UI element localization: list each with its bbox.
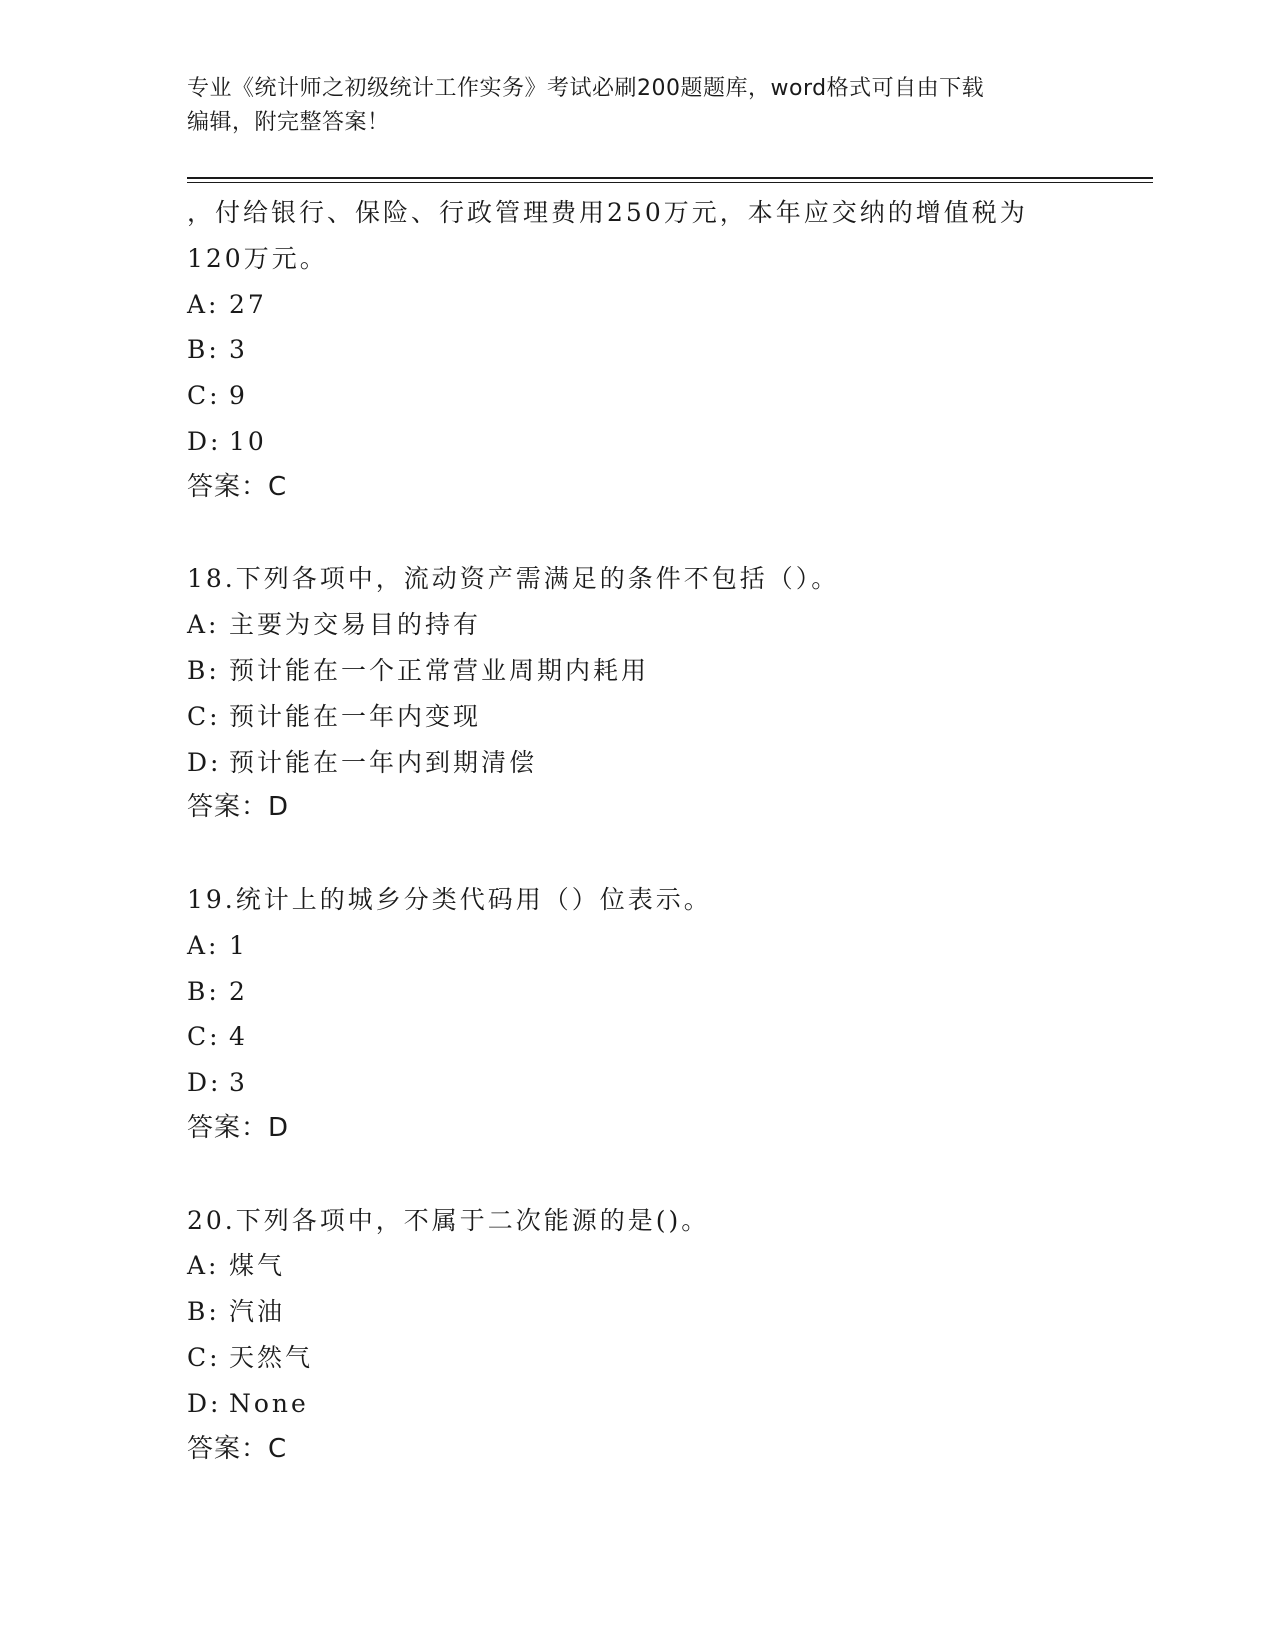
- option-label: B:: [187, 335, 220, 365]
- option-label: C:: [187, 701, 221, 731]
- option-label: B:: [187, 655, 220, 685]
- option-label: A:: [187, 930, 220, 960]
- option-text: 煤气: [229, 1251, 286, 1281]
- option-text: 汽油: [229, 1297, 286, 1327]
- spacer: [187, 511, 1127, 557]
- option-label: A:: [187, 610, 220, 640]
- option-d: [187, 1060, 1127, 1106]
- question-stem: 19.统计上的城乡分类代码用（）位表示。: [187, 884, 712, 914]
- question-stem: 18.下列各项中，流动资产需满足的条件不包括（）。: [187, 564, 840, 594]
- question-stem-line: 120万元。: [187, 243, 328, 273]
- option-label: C:: [187, 1342, 221, 1372]
- option-text: 主要为交易目的持有: [229, 610, 482, 640]
- option-a: [187, 923, 1127, 969]
- option-text: 4: [229, 1022, 248, 1052]
- option-label: D:: [187, 1068, 222, 1098]
- question-20: [187, 1198, 1127, 1473]
- answer-line: 答案：D: [187, 1112, 290, 1143]
- option-d: [187, 1381, 1127, 1427]
- option-label: C:: [187, 1022, 221, 1052]
- option-label: D:: [187, 1388, 222, 1418]
- question-17-continued: [187, 190, 1127, 511]
- option-text: 3: [229, 1068, 248, 1098]
- option-b: [187, 648, 1127, 694]
- option-text: 预计能在一个正常营业周期内耗用: [229, 655, 650, 685]
- option-b: [187, 1289, 1127, 1335]
- option-a: [187, 282, 1127, 328]
- option-text: 9: [229, 381, 248, 411]
- header-title-line-2: 编辑，附完整答案！: [187, 110, 390, 135]
- option-d: [187, 740, 1127, 786]
- option-label: D:: [187, 747, 222, 777]
- option-c: [187, 1014, 1127, 1060]
- answer-line: 答案：C: [187, 1433, 288, 1464]
- option-text: 2: [229, 976, 248, 1006]
- option-b: [187, 969, 1127, 1015]
- option-text: 预计能在一年内变现: [229, 701, 482, 731]
- option-label: B:: [187, 976, 220, 1006]
- option-c: [187, 694, 1127, 740]
- answer-line: 答案：D: [187, 792, 290, 823]
- option-text: 27: [229, 289, 267, 319]
- option-c: [187, 1335, 1127, 1381]
- header-divider-thin: [187, 182, 1153, 183]
- option-label: B:: [187, 1297, 220, 1327]
- option-label: D:: [187, 426, 222, 456]
- header-title-line-1: 专业《统计师之初级统计工作实务》考试必刷200题题库，word格式可自由下载: [187, 76, 985, 101]
- answer-line: 答案：C: [187, 471, 288, 502]
- question-stem-line: ，付给银行、保险、行政管理费用250万元，本年应交纳的增值税为: [187, 198, 1028, 227]
- option-text: 天然气: [229, 1342, 314, 1372]
- option-text: 1: [229, 930, 248, 960]
- option-label: C:: [187, 381, 221, 411]
- option-b: [187, 327, 1127, 373]
- option-a: [187, 602, 1127, 648]
- question-19: [187, 877, 1127, 1152]
- question-stem: 20.下列各项中，不属于二次能源的是()。: [187, 1205, 710, 1235]
- option-label: A:: [187, 1251, 220, 1281]
- question-content: [187, 190, 1127, 1472]
- header-divider-thick: [187, 177, 1153, 179]
- option-d: [187, 419, 1127, 465]
- option-a: [187, 1243, 1127, 1289]
- option-text: 3: [229, 335, 248, 365]
- document-header: [187, 72, 1087, 140]
- spacer: [187, 1152, 1127, 1198]
- spacer: [187, 831, 1127, 877]
- option-text: 10: [229, 426, 267, 456]
- question-18: [187, 556, 1127, 831]
- option-label: A:: [187, 289, 220, 319]
- option-c: [187, 373, 1127, 419]
- option-text: None: [229, 1388, 309, 1418]
- option-text: 预计能在一年内到期清偿: [229, 747, 538, 777]
